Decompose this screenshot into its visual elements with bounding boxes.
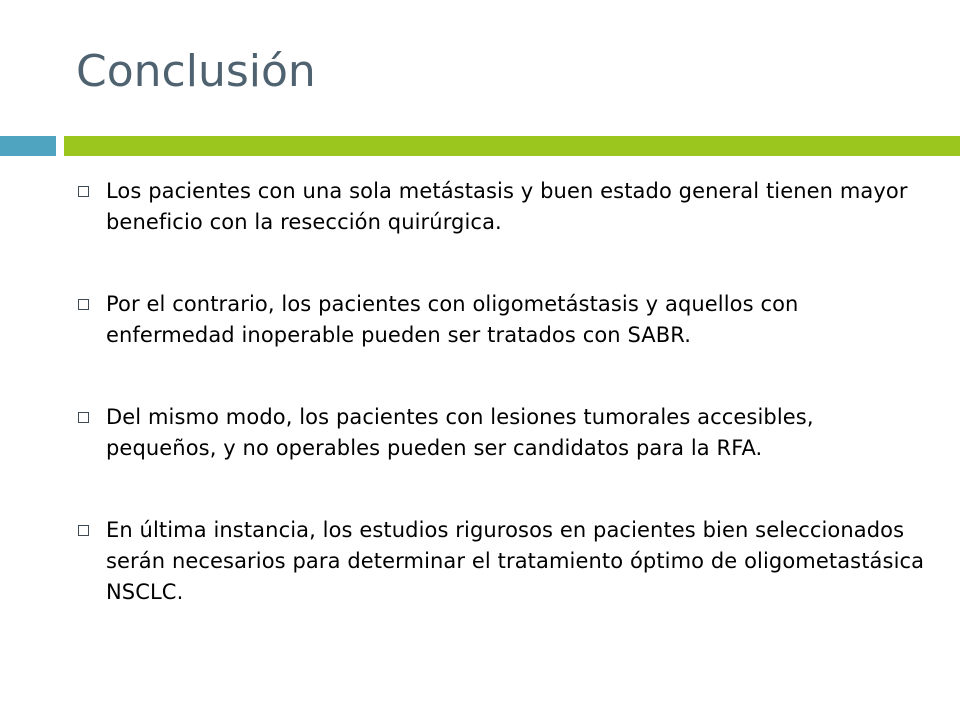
square-outline-icon (78, 412, 89, 423)
bullet-list (78, 176, 928, 659)
bullet-item (78, 402, 928, 464)
square-outline-icon (78, 299, 89, 310)
bullet-text: Por el contrario, los pacientes con oligometástasis y aquellos con enfermedad inoperable pueden ser tratados con SABR. (106, 292, 799, 347)
bullet-item (78, 289, 928, 351)
square-outline-icon (78, 525, 89, 536)
bullet-text: En última instancia, los estudios rigurosos en pacientes bien seleccionados serán necesarios para determinar el tratamiento óptimo de oligometastásica NSCLC. (106, 518, 925, 604)
square-outline-icon (78, 186, 89, 197)
bullet-text: Del mismo modo, los pacientes con lesiones tumorales accesibles, pequeños, y no operables pueden ser candidatos para la RFA. (106, 405, 814, 460)
title-underline-green-bar (64, 136, 960, 156)
bullet-item (78, 176, 928, 238)
bullet-item (78, 515, 928, 608)
bullet-text: Los pacientes con una sola metástasis y buen estado general tienen mayor beneficio con la resección quirúrgica. (106, 179, 908, 234)
title-underline-teal-bar (0, 136, 56, 156)
slide-title: Conclusión (76, 46, 316, 97)
